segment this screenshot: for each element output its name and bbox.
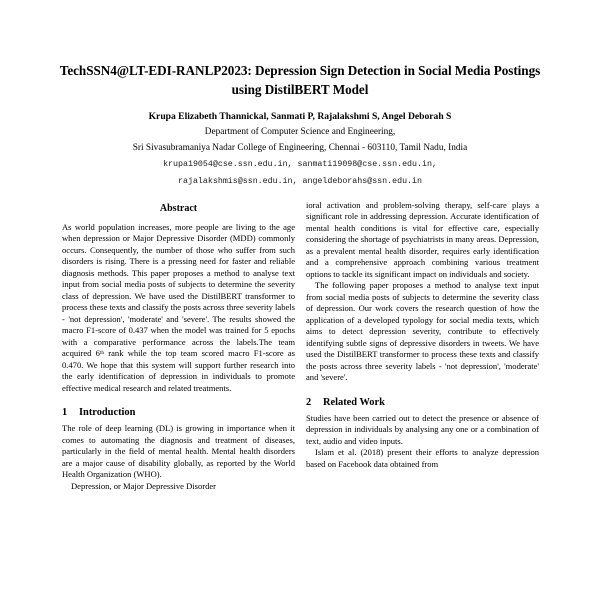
section-number: 2 bbox=[306, 396, 312, 408]
introduction-paragraph-2: Depression, or Major Depressive Disorder bbox=[71, 480, 217, 491]
proposal-paragraph: The following paper proposes a method to analyse text input from social media posts of subjects to determine the severity class of depression. Our work covers the research question of how the application of a developed typology for social media texts, which aims to detect depression severity, contribute to effectively identifying subtle signs of depressive disorders in tweets. We have used the DistilBERT transformer to process these texts and classify the posts across three severity labels - 'not depression', 'moderate' and 'severe'. bbox=[306, 280, 539, 383]
author-emails-line-1: krupa19054@cse.ssn.edu.in, sanmati19098@cse.ssn.edu.in, bbox=[163, 159, 437, 169]
rank-superscript: th bbox=[99, 350, 105, 357]
column-right bbox=[306, 200, 539, 600]
author-emails-line-2: rajalakshmis@ssn.edu.in, angeldeborahs@ssn.edu.in bbox=[178, 176, 422, 186]
continuation-paragraph: ioral activation and problem-solving therapy, self-care plays a significant role in addressing depression. Accurate identification of mental health conditions is vital for effective care, especially considering the shortage of psychiatrists in many areas. Depression, as a prevalent mental health disorder, requires early identification and a comprehensive approach combining various treatment options to tackle its significant impact on individuals and society. bbox=[306, 200, 539, 279]
abstract-text-part-2: rank while the top team scored macro F1-score as 0.470. We hope that this system will support further research into the early identification of depression in individuals to promote effective medical research and related treatments. bbox=[62, 348, 295, 393]
abstract-body bbox=[62, 222, 295, 394]
section-title: Related Work bbox=[323, 396, 385, 408]
section-heading-related-work bbox=[306, 397, 539, 408]
abstract-heading: Abstract bbox=[159, 203, 198, 214]
title-block bbox=[0, 62, 600, 189]
affiliation-line-2: Sri Sivasubramaniya Nadar College of Engineering, Chennai - 603110, Tamil Nadu, India bbox=[132, 142, 468, 153]
body-columns bbox=[0, 200, 600, 600]
related-work-paragraph-1: Studies have been carried out to detect the presence or absence of depression in individuals by analysing any one or a combination of text, audio and video inputs. bbox=[306, 412, 539, 446]
affiliation-line-1: Department of Computer Science and Engineering, bbox=[204, 127, 396, 138]
introduction-paragraph-1: The role of deep learning (DL) is growing in importance when it comes to automating the diagnosis and treatment of diseases, particularly in the field of mental health. Mental health disorders are a major cause of disability globally, as reported by the World Health Organization (WHO). bbox=[62, 423, 295, 480]
abstract-text-part-1: As world population increases, more people are living to the age when depression or Major Depressive Disorder (MDD) commonly occurs. Consequently, the number of those who suffer from such disorders is rising. There is a pressing need for faster and reliable diagnosis methods. This paper proposes a method to analyse text input from social media posts of subjects to determine the severity class of depression. We have used the DistilBERT transformer to process these texts and classify the posts across three severity labels - 'not depression', 'moderate' and 'severe'. The results showed the macro F1-score of 0.437 when the model was trained for 5 epochs with a comparative performance across the labels.The team acquired 6 bbox=[62, 222, 295, 359]
related-work-paragraph-2: Islam et al. (2018) present their efforts to analyze depression based on Facebook data obtained from bbox=[306, 447, 539, 469]
column-left bbox=[62, 200, 295, 600]
page-title: TechSSN4@LT-EDI-RANLP2023: Depression Sign Detection in Social Media Postings using DistilBERT Model bbox=[59, 63, 541, 97]
section-number: 1 bbox=[62, 407, 68, 419]
section-heading-introduction bbox=[62, 407, 295, 418]
section-title: Introduction bbox=[79, 407, 136, 419]
author-list: Krupa Elizabeth Thannickal, Sanmati P, Rajalakshmi S, Angel Deborah S bbox=[148, 111, 452, 123]
